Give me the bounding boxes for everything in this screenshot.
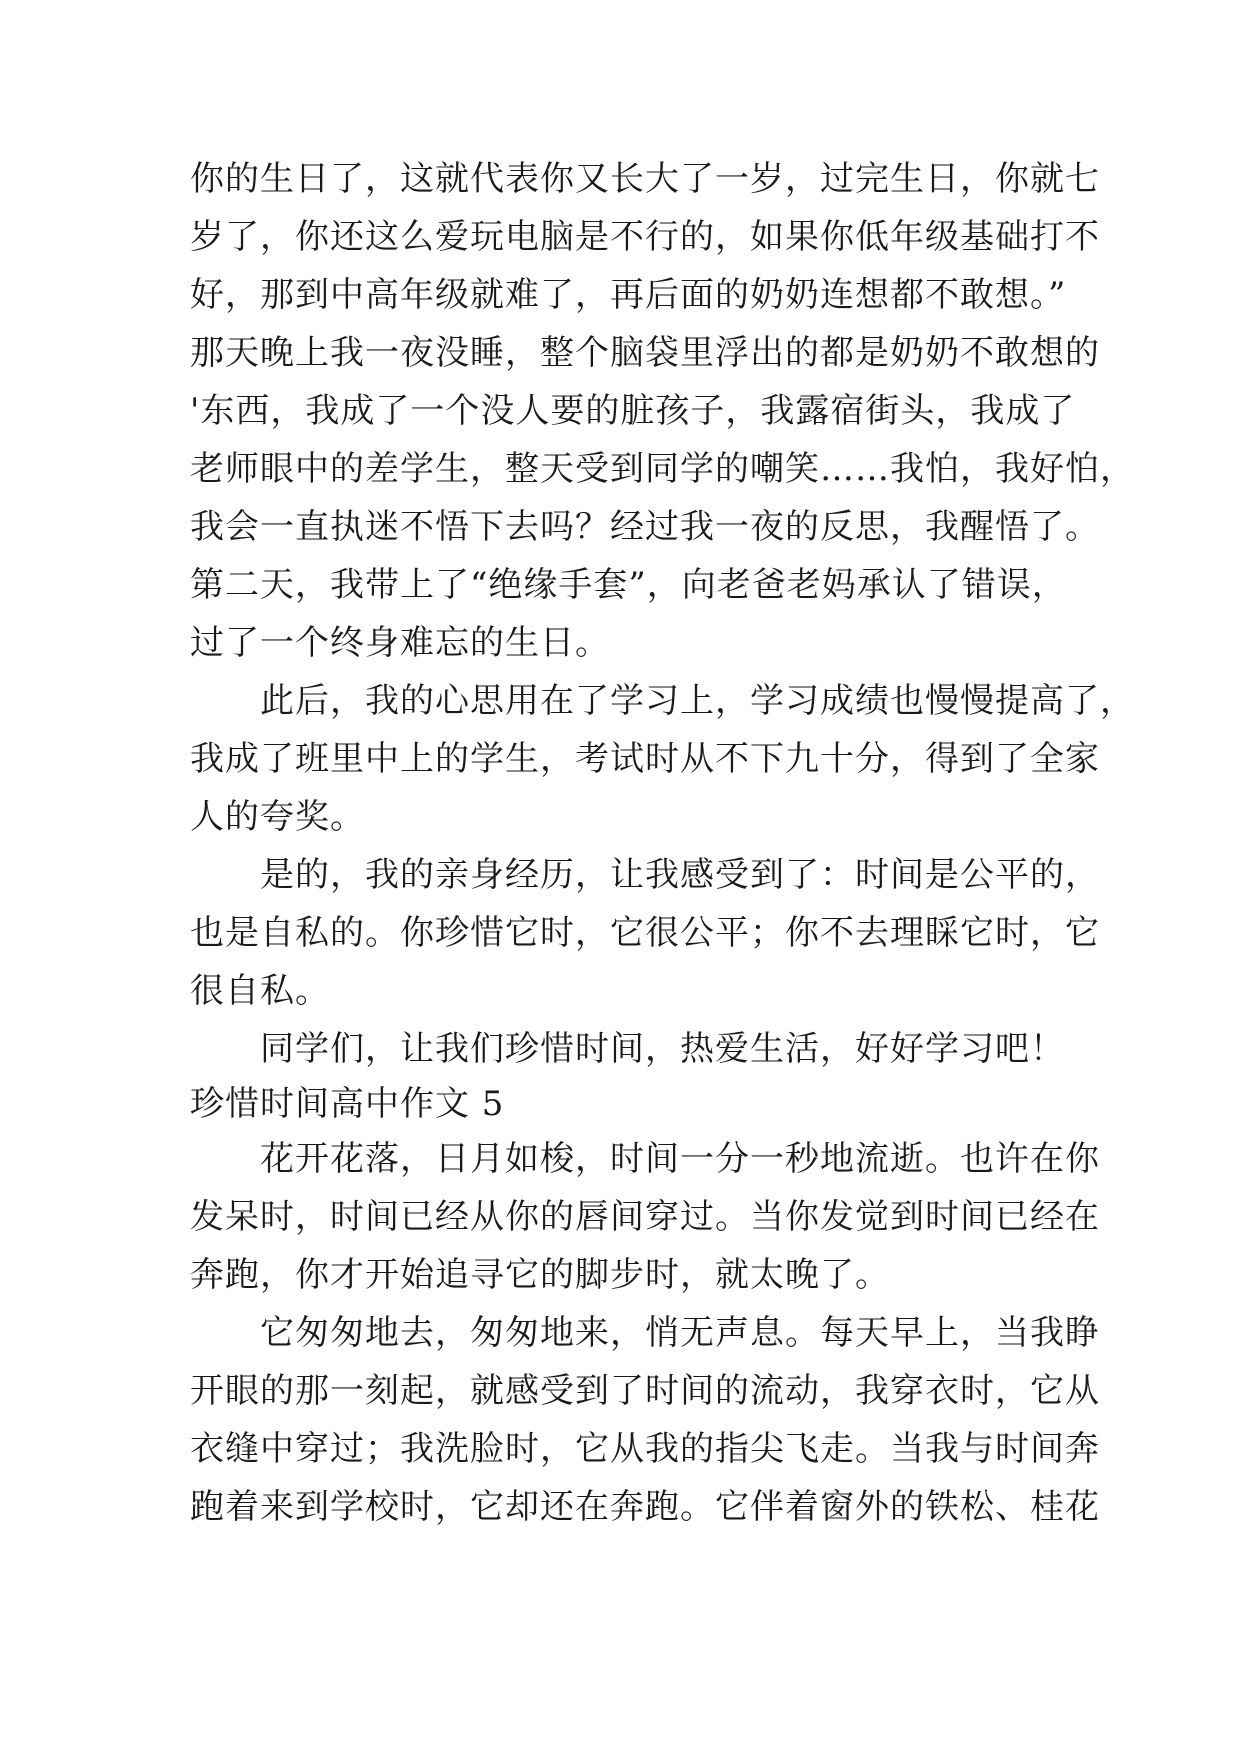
paragraph-start-line: 花开花落，日月如梭，时间一分一秒地流逝。也许在你 (190, 1139, 1100, 1179)
paragraph-start-line: 此后，我的心思用在了学习上，学习成绩也慢慢提高了， (190, 681, 1135, 721)
text-line: 奔跑，你才开始追寻它的脚步时，就太晚了。 (190, 1255, 890, 1295)
text-line: 我成了班里中上的学生，考试时从不下九十分，得到了全家 (190, 739, 1100, 779)
essay-text (190, 150, 1135, 1536)
text-line: 很自私。 (190, 971, 330, 1011)
text-line: 岁了，你还这么爱玩电脑是不行的，如果你低年级基础打不 (190, 217, 1100, 257)
text-line: 第二天，我带上了“绝缘手套”，向老爸老妈承认了错误， (190, 565, 1067, 605)
text-line: 人的夸奖。 (190, 797, 365, 837)
text-line: 好，那到中高年级就难了，再后面的奶奶连想都不敢想。” (190, 275, 1067, 315)
text-line: 你的生日了，这就代表你又长大了一岁，过完生日，你就七 (190, 159, 1100, 199)
section-heading: 珍惜时间高中作文 5 (190, 1084, 505, 1124)
paragraph-start-line: 是的，我的亲身经历，让我感受到了：时间是公平的， (190, 855, 1100, 895)
text-line: 也是自私的。你珍惜它时，它很公平；你不去理睬它时，它 (190, 913, 1100, 953)
text-line: 发呆时，时间已经从你的唇间穿过。当你发觉到时间已经在 (190, 1197, 1100, 1237)
text-line: 衣缝中穿过；我洗脸时，它从我的指尖飞走。当我与时间奔 (190, 1429, 1100, 1469)
paragraph-start-line: 同学们，让我们珍惜时间，热爱生活，好好学习吧！ (190, 1029, 1065, 1069)
paragraph-start-line: 它匆匆地去，匆匆地来，悄无声息。每天早上，当我睁 (190, 1313, 1100, 1353)
text-line: 过了一个终身难忘的生日。 (190, 623, 610, 663)
text-line: 我会一直执迷不悟下去吗？经过我一夜的反思，我醒悟了。 (190, 507, 1100, 547)
text-line: '东西，我成了一个没人要的脏孩子，我露宿街头，我成了 (190, 391, 1076, 431)
text-line: 开眼的那一刻起，就感受到了时间的流动，我穿衣时，它从 (190, 1371, 1100, 1411)
text-line: 跑着来到学校时，它却还在奔跑。它伴着窗外的铁松、桂花 (190, 1487, 1100, 1527)
text-line: 老师眼中的差学生，整天受到同学的嘲笑……我怕，我好怕， (190, 449, 1135, 489)
text-line: 那天晚上我一夜没睡，整个脑袋里浮出的都是奶奶不敢想的 (190, 333, 1100, 373)
